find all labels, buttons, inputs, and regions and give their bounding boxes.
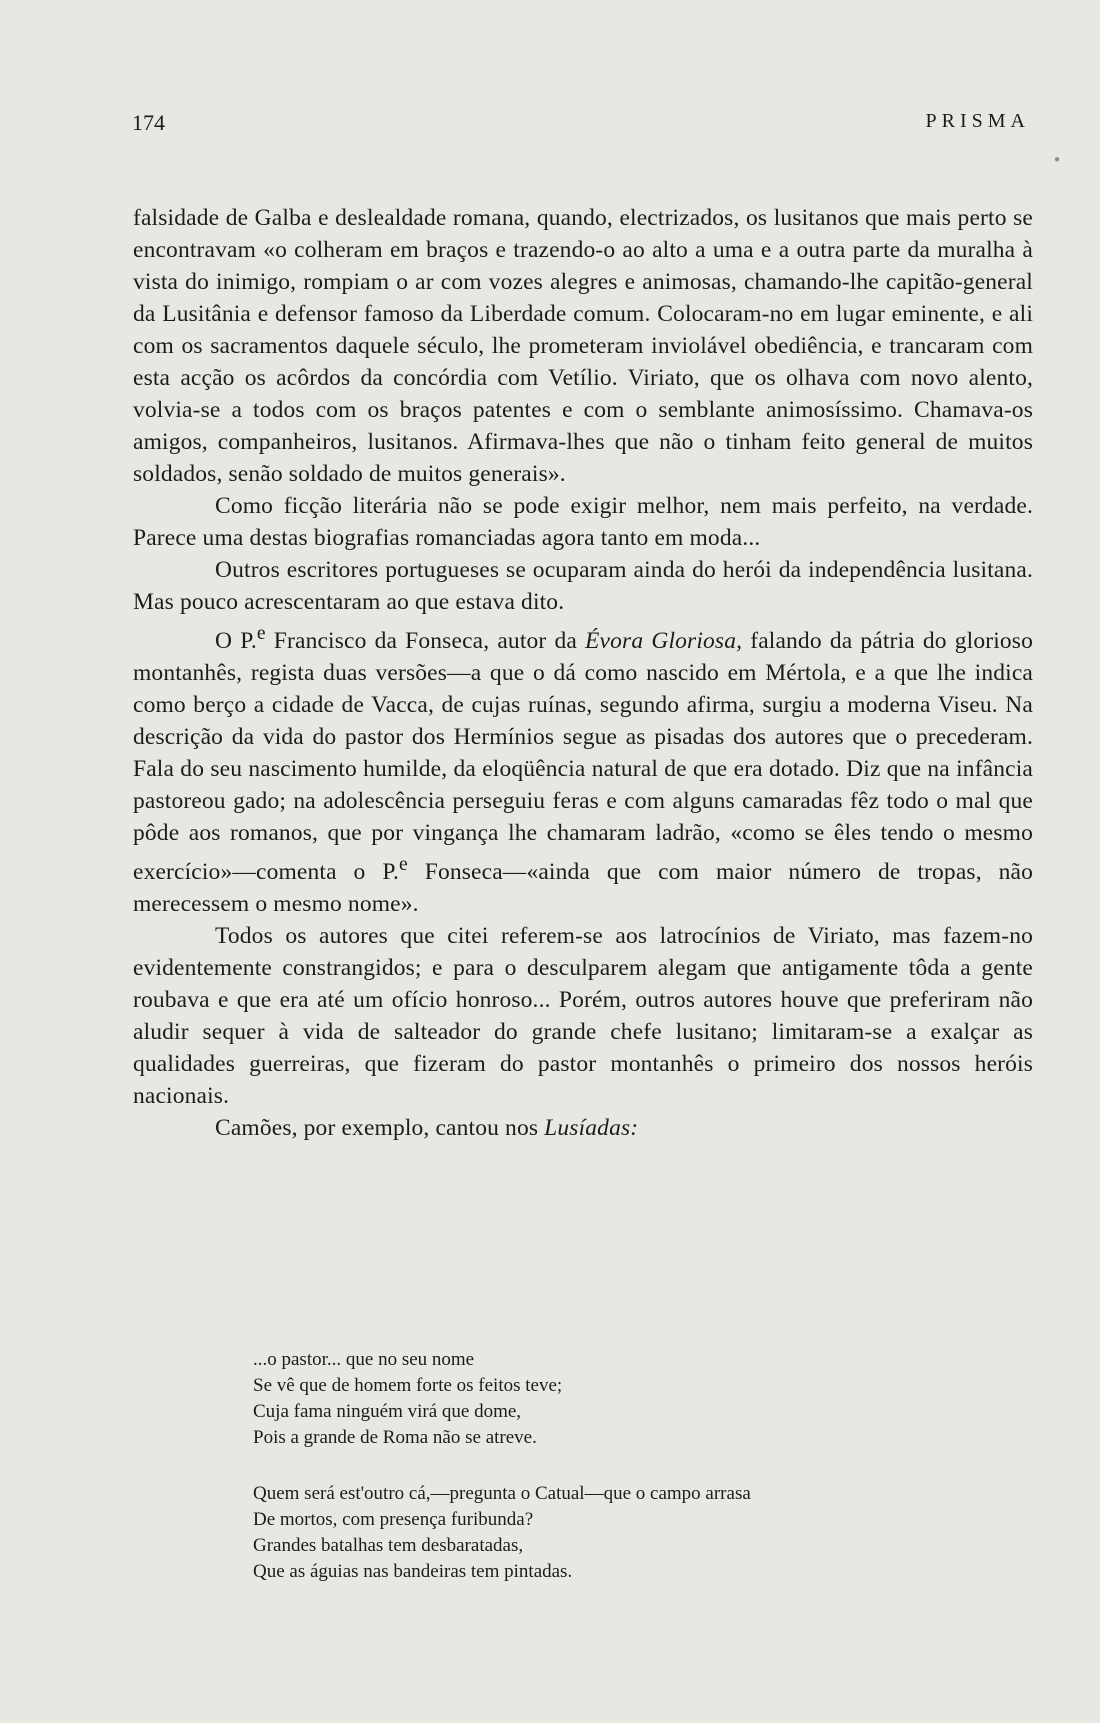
verse-stanza-1 (253, 1347, 953, 1451)
page-number: 174 (132, 110, 165, 135)
paragraph-1: falsidade de Galba e deslealdade romana, quando, electrizados, os lusitanos que mais perto se encontravam «o colheram em braços e trazendo-o ao alto a uma e a outra parte da muralha à vista do inimigo, rompiam o ar com vozes alegres e animosas, chamando-lhe capitão-general da Lusitânia e defensor famoso da Liberdade comum. Colocaram-no em lugar eminente, e ali com os sacramentos daquele século, lhe prometeram inviolável obediência, e trancaram com esta acção os acôrdos da concórdia com Vetílio. Viriato, que os olhava com novo alento, volvia-se a todos com os braços patentes e com o semblante animosíssimo. Chamava-os amigos, companheiros, lusitanos. Afirmava-lhes que não o tinham feito general de muitos soldados, senão soldado de muitos generais». (133, 205, 1033, 487)
verse-line: ...o pastor... que no seu nome (253, 1349, 475, 1370)
paragraph-4-rest: falando da pátria do glorioso montanhês, regista duas versões—a que o dá como nascido em Mértola, e a que lhe indica como berço a cidade de Vacca, de cujas ruínas, segundo afirma, surgiu a moderna Viseu. Na descrição da vida do pastor dos Hermínios segue as pisadas dos autores que o precederam. Fala do seu nascimento humilde, da eloqüência natural de que era dotado. Diz que na infância pastoreou gado; na adolescência perseguiu feras e com alguns camaradas fêz todo o mal que pôde aos romanos, que por vingança lhe chamaram ladrão, «como se êles tendo o mesmo exercício»—comenta o P. (133, 627, 1034, 885)
paragraph-4 (133, 618, 1033, 920)
paragraph-6 (133, 1112, 1033, 1144)
paragraph-6-text: Camões, por exemplo, cantou nos (215, 1114, 545, 1141)
verse-line: Cuja fama ninguém virá que dome, (253, 1401, 522, 1422)
running-title: PRISMA (925, 110, 1030, 132)
verse-line: Que as águias nas bandeiras tem pintadas. (253, 1561, 573, 1582)
verse-line: Pois a grande de Roma não se atreve. (253, 1427, 537, 1448)
verse-line: De mortos, com presença furibunda? (253, 1509, 534, 1530)
paragraph-4-end: Fonseca—«ainda que com maior número de tropas, não merecessem o mesmo nome». (133, 858, 1034, 917)
page-mark: ● (1054, 154, 1061, 165)
book-title-lusiadas: Lusíadas: (544, 1114, 639, 1141)
body-text (133, 202, 1033, 1144)
superscript-e-2: e (399, 853, 408, 875)
verse-line: Se vê que de homem forte os feitos teve; (253, 1375, 563, 1396)
page-header (132, 110, 1030, 140)
superscript-e-1: e (256, 623, 266, 644)
book-title-evora: Évora Gloriosa, (585, 627, 743, 654)
verse-line: Quem será est'outro cá,—pregunta o Catual—que o campo arrasa (253, 1483, 751, 1504)
verse-stanza-2 (253, 1481, 953, 1585)
paragraph-3: Outros escritores portugueses se ocuparam ainda do herói da independência lusitana. Mas pouco acrescentaram ao que estava dito. (133, 557, 1033, 615)
paragraph-4-start: O P. (215, 627, 257, 654)
paragraph-5: Todos os autores que citei referem-se aos latrocínios de Viriato, mas fazem-no evidentemente constrangidos; e para o desculparem alegam que antigamente tôda a gente roubava e que era até um ofício honroso... Porém, outros autores houve que preferiram não aludir sequer à vida de salteador do grande chefe lusitano; limitaram-se a exalçar as qualidades guerreiras, que fizeram do pastor montanhês o primeiro dos nossos heróis nacionais. (133, 922, 1033, 1109)
verse-line: Grandes batalhas tem desbaratadas, (253, 1535, 524, 1556)
paragraph-4-mid: Francisco da Fonseca, autor da (265, 627, 586, 654)
paragraph-2: Como ficção literária não se pode exigir melhor, nem mais perfeito, na verdade. Parece uma destas biografias romanciadas agora tanto em moda... (133, 493, 1033, 551)
